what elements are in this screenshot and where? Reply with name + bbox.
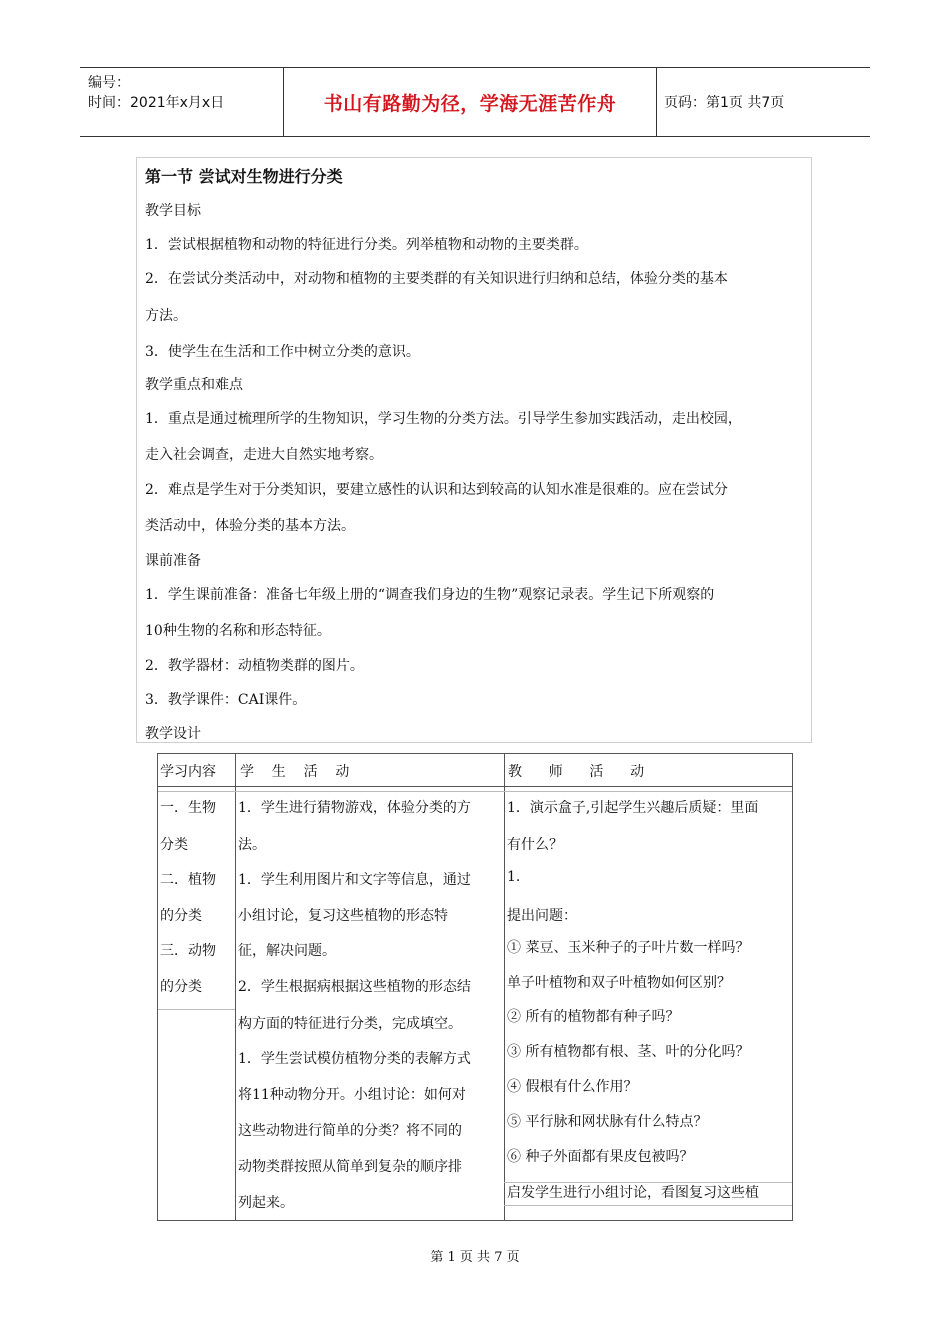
lesson-section (136, 157, 812, 743)
table-cell: ③ 所有植物都有根、茎、叶的分化吗？ (507, 1044, 750, 1060)
header-motto-cell (283, 68, 657, 136)
section-title: 第一节 尝试对生物进行分类 (145, 167, 343, 186)
text-line: 类活动中，体验分类的基本方法。 (145, 518, 355, 534)
table-cell: 1. (507, 869, 521, 885)
table-cell: 启发学生进行小组讨论，看图复习这些植 (507, 1185, 759, 1201)
table-cell: 1．演示盒子,引起学生兴趣后质疑：里面 (507, 800, 759, 816)
table-header-teacher: 教 师 活 动 (508, 764, 645, 780)
table-cell: 征，解决问题。 (238, 943, 336, 959)
table-cell: ⑤ 平行脉和网状脉有什么特点？ (507, 1114, 708, 1130)
table-divider (158, 1009, 235, 1010)
table-cell: 二．植物 (160, 872, 216, 888)
table-cell: ⑥ 种子外面都有果皮包被吗？ (507, 1149, 694, 1165)
table-cell: 构方面的特征进行分类，完成填空。 (238, 1016, 462, 1032)
text-line: 2．在尝试分类活动中，对动物和植物的主要类群的有关知识进行归纳和总结，体验分类的基本 (145, 271, 728, 287)
table-divider (504, 754, 505, 1220)
text-line: 方法。 (145, 308, 187, 324)
table-header-student: 学 生 活 动 (240, 764, 350, 780)
table-cell: 提出问题： (507, 908, 577, 924)
text-line: 3．使学生在生活和工作中树立分类的意识。 (145, 344, 420, 360)
text-line: 2．难点是学生对于分类知识，要建立感性的认识和达到较高的认知水准是很难的。应在尝试分 (145, 482, 728, 498)
table-cell: 列起来。 (238, 1195, 294, 1211)
text-line: 10种生物的名称和形态特征。 (145, 623, 331, 639)
table-divider (235, 754, 236, 1220)
header-motto: 书山有路勤为径，学海无涯苦作舟 (323, 92, 617, 115)
page-footer: 第 1 页 共 7 页 (430, 1250, 520, 1265)
table-cell: 的分类 (160, 979, 202, 995)
text-line: 1．重点是通过梳理所学的生物知识，学习生物的分类方法。引导学生参加实践活动，走出校园， (145, 411, 742, 427)
table-cell: ① 菜豆、玉米种子的子叶片数一样吗？ (507, 940, 750, 956)
header-date: 时间：2021年x月x日 (88, 95, 225, 111)
table-divider (158, 791, 792, 792)
table-cell: 动物类群按照从简单到复杂的顺序排 (238, 1159, 462, 1175)
header-page-info: 页码：第1页 共7页 (664, 95, 785, 111)
table-cell: 三．动物 (160, 943, 216, 959)
table-cell: 分类 (160, 837, 188, 853)
teaching-design-table (157, 753, 793, 1221)
text-line: 3．教学课件：CAI课件。 (145, 692, 307, 708)
table-divider (158, 786, 792, 787)
table-cell: ④ 假根有什么作用？ (507, 1079, 638, 1095)
table-header-content: 学习内容 (160, 764, 216, 780)
header-number-label: 编号： (88, 75, 130, 91)
table-cell: ② 所有的植物都有种子吗？ (507, 1009, 680, 1025)
text-line: 1．尝试根据植物和动物的特征进行分类。列举植物和动物的主要类群。 (145, 237, 588, 253)
page-header (80, 67, 870, 137)
table-divider (504, 1205, 792, 1206)
table-cell: 的分类 (160, 908, 202, 924)
text-line: 教学设计 (145, 726, 201, 742)
table-cell: 这些动物进行简单的分类？将不同的 (238, 1123, 462, 1139)
table-cell: 一．生物 (160, 800, 216, 816)
table-cell: 1．学生利用图片和文字等信息，通过 (238, 872, 471, 888)
table-cell: 1．学生进行猜物游戏，体验分类的方 (238, 800, 471, 816)
text-line: 1．学生课前准备：准备七年级上册的“调查我们身边的生物”观察记录表。学生记下所观察的 (145, 587, 715, 603)
text-line: 教学重点和难点 (145, 377, 243, 393)
table-cell: 有什么？ (507, 837, 563, 853)
text-line: 课前准备 (145, 553, 201, 569)
table-cell: 单子叶植物和双子叶植物如何区别？ (507, 975, 731, 991)
table-cell: 法。 (238, 837, 266, 853)
table-cell: 将11种动物分开。小组讨论：如何对 (238, 1087, 466, 1103)
table-cell: 小组讨论，复习这些植物的形态特 (238, 908, 448, 924)
text-line: 教学目标 (145, 203, 201, 219)
header-meta (80, 68, 283, 136)
text-line: 走入社会调查，走进大自然实地考察。 (145, 447, 383, 463)
table-cell: 1．学生尝试模仿植物分类的表解方式 (238, 1051, 471, 1067)
text-line: 2．教学器材：动植物类群的图片。 (145, 658, 364, 674)
table-cell: 2．学生根据病根据这些植物的形态结 (238, 979, 471, 995)
